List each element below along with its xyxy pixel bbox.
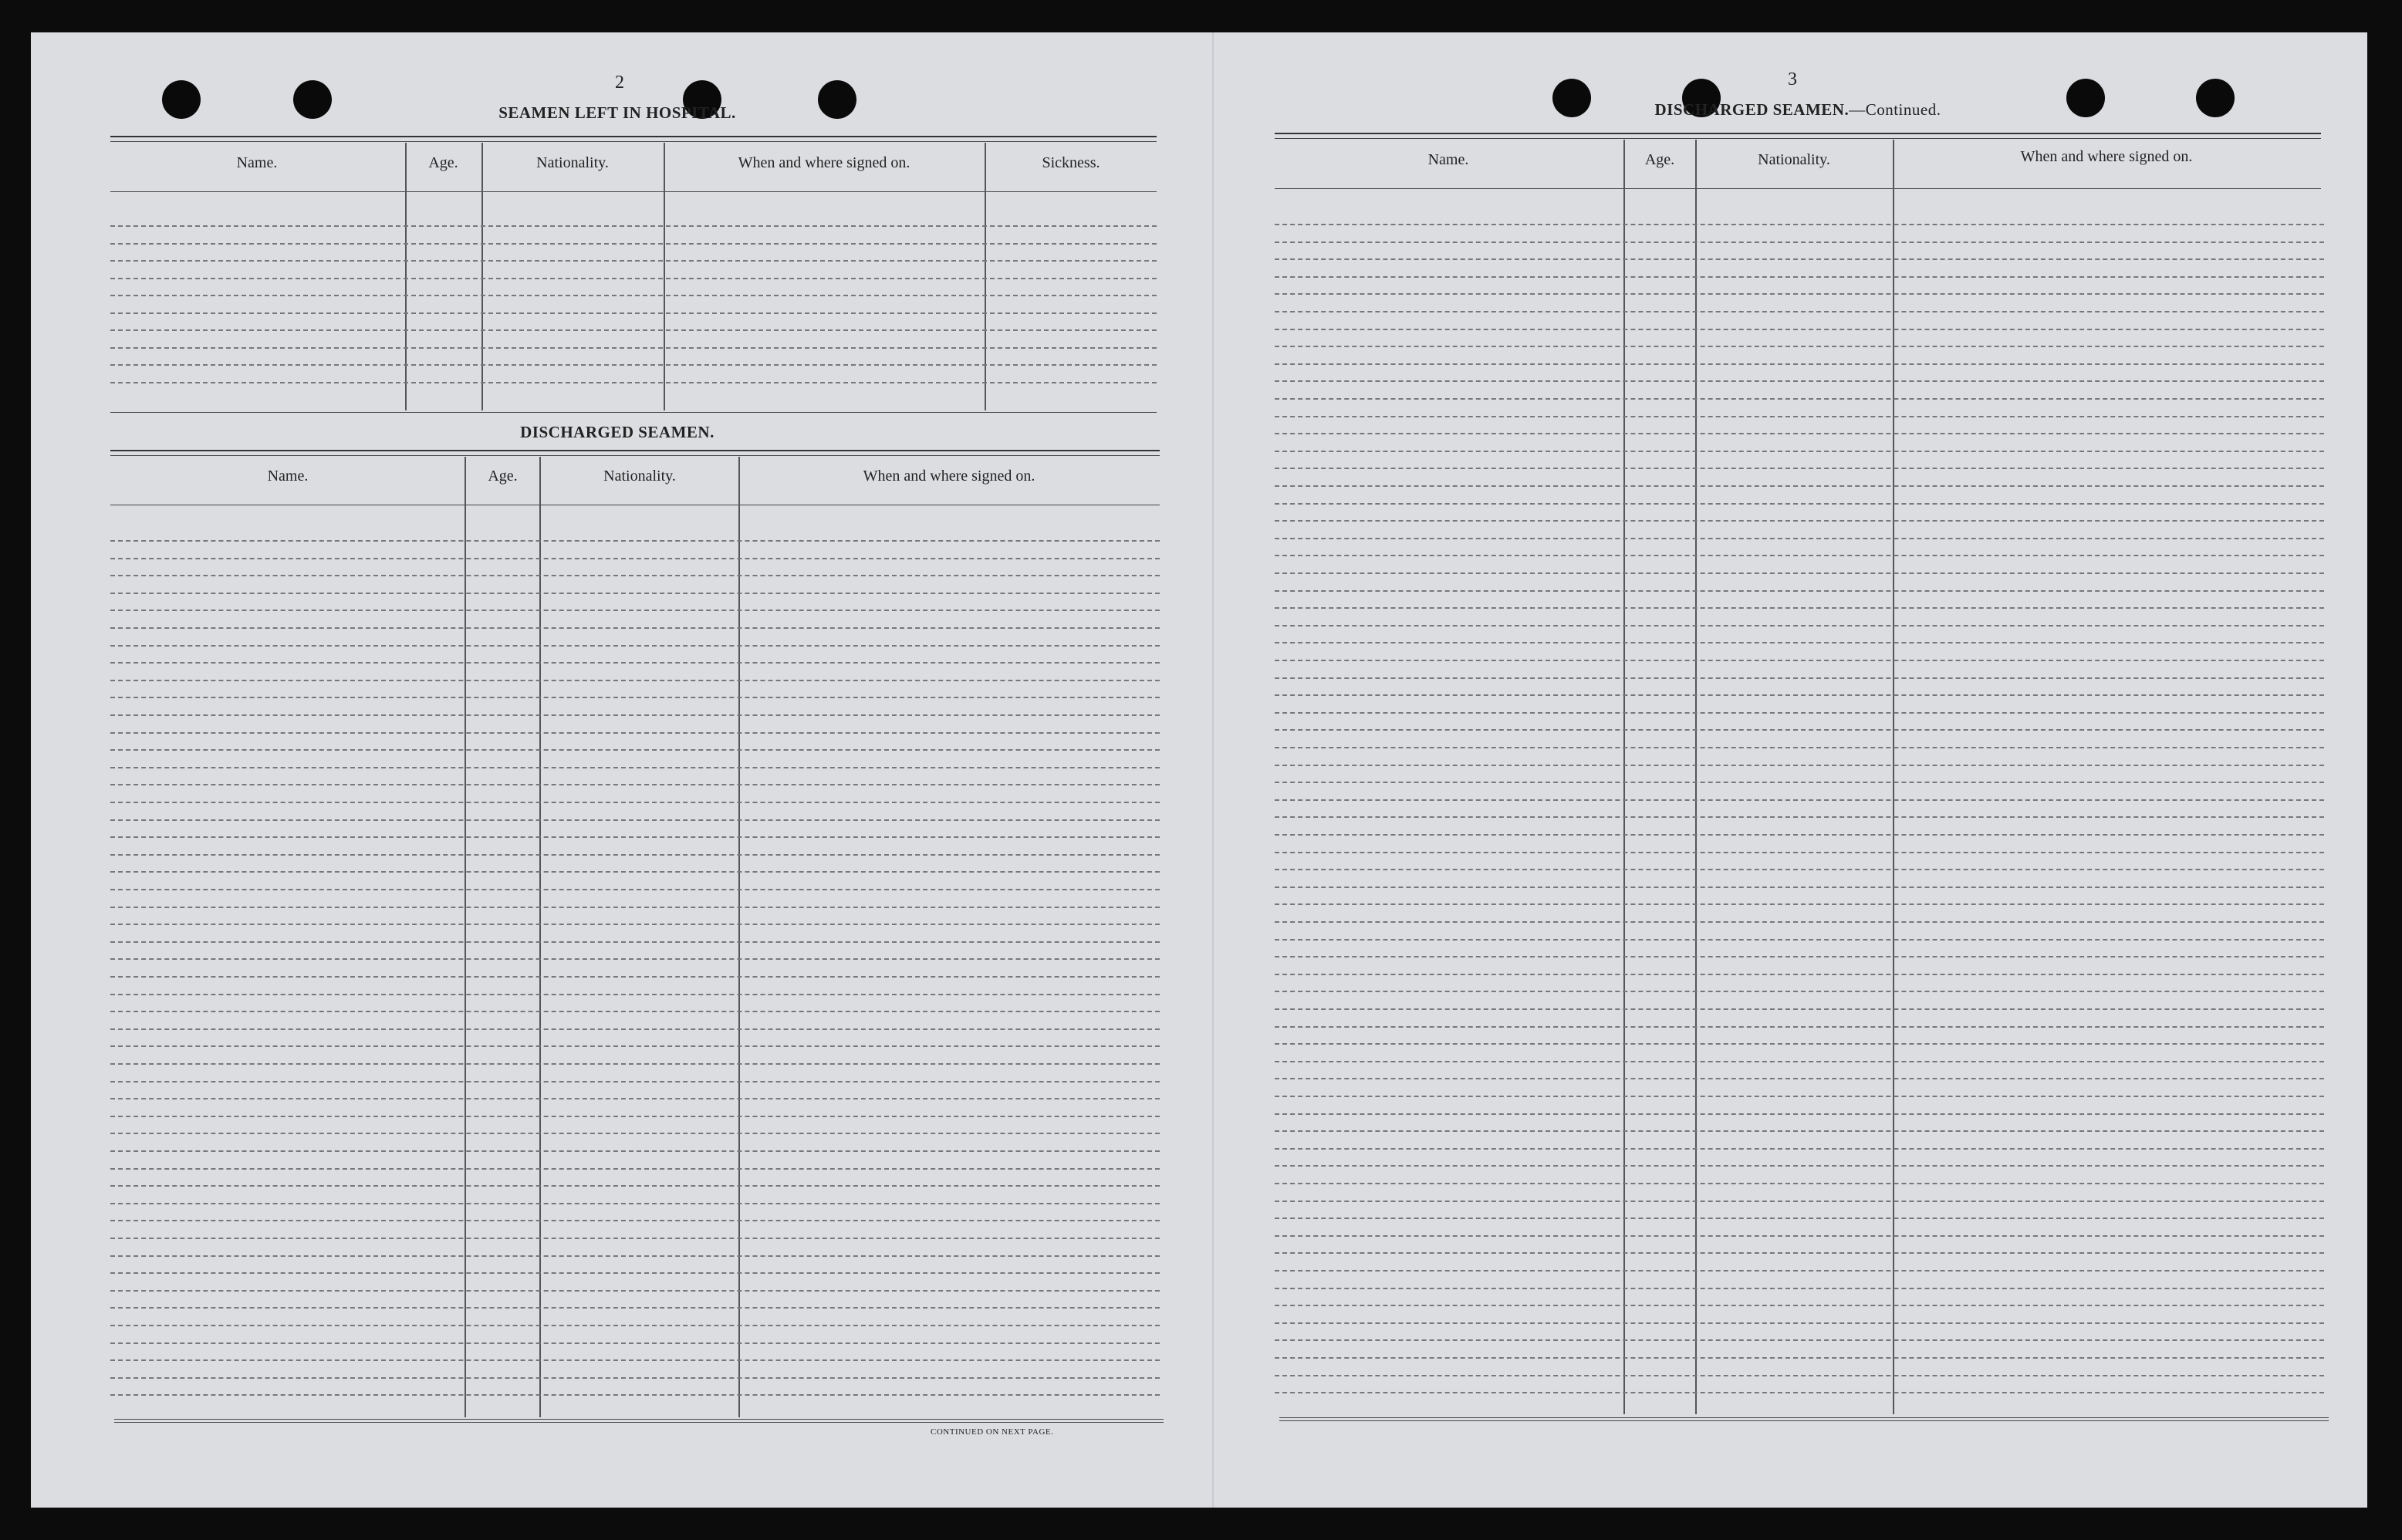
table-bottom-rule bbox=[1279, 1417, 2329, 1418]
blank-row-line bbox=[110, 662, 1160, 664]
blank-row-line bbox=[1275, 538, 2324, 539]
section-rule bbox=[110, 412, 1157, 413]
blank-row-line bbox=[1275, 765, 2324, 766]
blank-row-line bbox=[1275, 939, 2324, 941]
blank-row-line bbox=[1275, 799, 2324, 801]
document-sheet bbox=[31, 32, 2367, 1508]
blank-row-line bbox=[110, 697, 1160, 698]
blank-row-line bbox=[1275, 887, 2324, 888]
blank-row-line bbox=[1275, 607, 2324, 609]
table-top-rule bbox=[110, 136, 1157, 137]
column-header-signed-on: When and where signed on. bbox=[863, 468, 1035, 485]
blank-row-line bbox=[110, 854, 1160, 856]
table-top-rule bbox=[110, 450, 1160, 451]
blank-row-line bbox=[110, 1168, 1160, 1170]
column-header-nationality: Nationality. bbox=[536, 154, 609, 171]
blank-row-line bbox=[110, 784, 1160, 785]
blank-row-line bbox=[110, 312, 1157, 314]
column-divider bbox=[1893, 140, 1894, 1414]
blank-row-line bbox=[1275, 1043, 2324, 1045]
blank-row-line bbox=[1275, 346, 2324, 347]
column-header-name: Name. bbox=[267, 468, 309, 485]
blank-row-line bbox=[1275, 1008, 2324, 1010]
blank-row-line bbox=[1275, 677, 2324, 679]
blank-row-line bbox=[110, 1203, 1160, 1204]
blank-row-line bbox=[110, 819, 1160, 821]
section-title-discharged-continued bbox=[1613, 100, 1983, 120]
table-top-rule bbox=[110, 455, 1160, 456]
blank-row-line bbox=[1275, 625, 2324, 626]
blank-row-line bbox=[110, 1377, 1160, 1379]
blank-row-line bbox=[1275, 520, 2324, 522]
table-top-rule bbox=[1275, 138, 2321, 139]
column-header-signed-on: When and where signed on. bbox=[2020, 148, 2193, 165]
blank-row-line bbox=[110, 1394, 1160, 1396]
blank-row-line bbox=[1275, 921, 2324, 923]
header-underline bbox=[1275, 188, 2321, 189]
blank-row-line bbox=[1275, 747, 2324, 748]
blank-row-line bbox=[1275, 258, 2324, 260]
blank-row-line bbox=[1275, 503, 2324, 505]
column-header-name: Name. bbox=[1427, 151, 1469, 168]
blank-row-line bbox=[1275, 816, 2324, 818]
blank-row-line bbox=[110, 924, 1160, 925]
blank-row-line bbox=[1275, 1392, 2324, 1393]
blank-row-line bbox=[110, 347, 1157, 349]
column-header-signed-on: When and where signed on. bbox=[738, 154, 910, 171]
blank-row-line bbox=[110, 278, 1157, 279]
blank-row-line bbox=[1275, 398, 2324, 400]
blank-row-line bbox=[1275, 1026, 2324, 1028]
blank-row-line bbox=[110, 1045, 1160, 1047]
blank-row-line bbox=[1275, 974, 2324, 975]
section-title-hospital: SEAMEN LEFT IN HOSPITAL. bbox=[498, 103, 736, 122]
page-number: 3 bbox=[1788, 69, 1797, 89]
column-divider bbox=[405, 143, 407, 410]
blank-row-line bbox=[1275, 1375, 2324, 1376]
blank-row-line bbox=[1275, 660, 2324, 661]
blank-row-line bbox=[1275, 451, 2324, 452]
blank-row-line bbox=[110, 627, 1160, 629]
blank-row-line bbox=[110, 889, 1160, 890]
blank-row-line bbox=[1275, 416, 2324, 417]
blank-row-line bbox=[1275, 956, 2324, 957]
section-title-text: DISCHARGED SEAMEN. bbox=[1654, 100, 1850, 119]
blank-row-line bbox=[1275, 834, 2324, 836]
blank-row-line bbox=[110, 958, 1160, 960]
blank-row-line bbox=[110, 1098, 1160, 1099]
blank-row-line bbox=[110, 749, 1160, 751]
blank-row-line bbox=[1275, 1252, 2324, 1254]
blank-row-line bbox=[1275, 380, 2324, 382]
punch-hole bbox=[293, 80, 332, 119]
blank-row-line bbox=[1275, 1165, 2324, 1167]
blank-row-line bbox=[1275, 293, 2324, 295]
blank-row-line bbox=[1275, 991, 2324, 992]
blank-row-line bbox=[110, 1081, 1160, 1082]
blank-row-line bbox=[110, 1255, 1160, 1257]
blank-row-line bbox=[1275, 1288, 2324, 1289]
blank-row-line bbox=[110, 329, 1157, 331]
blank-row-line bbox=[110, 1220, 1160, 1221]
table-top-rule bbox=[1275, 133, 2321, 134]
blank-row-line bbox=[110, 732, 1160, 734]
punch-hole bbox=[2196, 79, 2235, 117]
blank-row-line bbox=[110, 1290, 1160, 1292]
blank-row-line bbox=[1275, 1148, 2324, 1150]
section-title-discharged: DISCHARGED SEAMEN. bbox=[520, 423, 715, 441]
blank-row-line bbox=[1275, 729, 2324, 731]
column-divider bbox=[481, 143, 483, 410]
blank-row-line bbox=[110, 976, 1160, 978]
column-header-age: Age. bbox=[488, 468, 518, 485]
table-bottom-rule bbox=[114, 1419, 1164, 1420]
page-number: 2 bbox=[615, 73, 624, 93]
blank-row-line bbox=[110, 1185, 1160, 1187]
punch-hole bbox=[2066, 79, 2105, 117]
punch-hole bbox=[818, 80, 856, 119]
column-header-age: Age. bbox=[1644, 151, 1675, 168]
punch-hole bbox=[1552, 79, 1591, 117]
column-header-name: Name. bbox=[236, 154, 278, 171]
blank-row-line bbox=[1275, 1339, 2324, 1341]
blank-row-line bbox=[1275, 241, 2324, 243]
blank-row-line bbox=[1275, 468, 2324, 469]
blank-row-line bbox=[110, 225, 1157, 227]
blank-row-line bbox=[1275, 642, 2324, 643]
blank-row-line bbox=[1275, 1096, 2324, 1097]
blank-row-line bbox=[1275, 311, 2324, 312]
blank-row-line bbox=[110, 871, 1160, 873]
blank-row-line bbox=[110, 1238, 1160, 1239]
table-bottom-rule bbox=[1279, 1420, 2329, 1421]
blank-row-line bbox=[1275, 590, 2324, 592]
blank-row-line bbox=[110, 941, 1160, 943]
blank-row-line bbox=[1275, 1201, 2324, 1202]
blank-row-line bbox=[110, 1116, 1160, 1117]
blank-row-line bbox=[1275, 1061, 2324, 1062]
blank-row-line bbox=[110, 680, 1160, 681]
column-header-nationality: Nationality. bbox=[1758, 151, 1830, 168]
blank-row-line bbox=[1275, 1130, 2324, 1132]
blank-row-line bbox=[110, 802, 1160, 803]
blank-row-line bbox=[110, 994, 1160, 995]
blank-row-line bbox=[1275, 694, 2324, 696]
blank-row-line bbox=[1275, 433, 2324, 434]
blank-row-line bbox=[110, 593, 1160, 594]
blank-row-line bbox=[110, 1342, 1160, 1344]
header-underline bbox=[110, 191, 1157, 192]
blank-row-line bbox=[110, 575, 1160, 576]
section-title-suffix: —Continued. bbox=[1849, 100, 1941, 119]
blank-row-line bbox=[110, 645, 1160, 647]
blank-row-line bbox=[110, 1063, 1160, 1065]
blank-row-line bbox=[1275, 276, 2324, 278]
column-header-nationality: Nationality. bbox=[603, 468, 676, 485]
blank-row-line bbox=[1275, 555, 2324, 556]
column-header-sickness: Sickness. bbox=[1042, 154, 1100, 171]
blank-row-line bbox=[1275, 903, 2324, 905]
blank-row-line bbox=[110, 260, 1157, 262]
blank-row-line bbox=[110, 836, 1160, 838]
blank-row-line bbox=[110, 1028, 1160, 1030]
blank-row-line bbox=[110, 295, 1157, 296]
blank-row-line bbox=[1275, 1183, 2324, 1184]
blank-row-line bbox=[110, 1133, 1160, 1134]
blank-row-line bbox=[1275, 224, 2324, 225]
blank-row-line bbox=[110, 1307, 1160, 1309]
blank-row-line bbox=[1275, 1322, 2324, 1324]
blank-row-line bbox=[110, 558, 1160, 559]
blank-row-line bbox=[110, 1359, 1160, 1361]
blank-row-line bbox=[110, 364, 1157, 366]
column-divider bbox=[664, 143, 665, 410]
blank-row-line bbox=[1275, 1305, 2324, 1306]
blank-row-line bbox=[110, 767, 1160, 768]
blank-row-line bbox=[1275, 1270, 2324, 1272]
blank-row-line bbox=[1275, 329, 2324, 330]
blank-row-line bbox=[1275, 485, 2324, 487]
blank-row-line bbox=[110, 382, 1157, 383]
page-fold bbox=[1212, 32, 1214, 1508]
column-divider bbox=[985, 143, 986, 410]
blank-row-line bbox=[110, 1011, 1160, 1012]
blank-row-line bbox=[1275, 782, 2324, 783]
continued-note: CONTINUED ON NEXT PAGE. bbox=[931, 1427, 1054, 1437]
blank-row-line bbox=[110, 1272, 1160, 1274]
table-bottom-rule bbox=[114, 1422, 1164, 1423]
blank-row-line bbox=[110, 243, 1157, 245]
blank-row-line bbox=[110, 1150, 1160, 1152]
blank-row-line bbox=[110, 907, 1160, 908]
blank-row-line bbox=[1275, 1078, 2324, 1079]
blank-row-line bbox=[1275, 712, 2324, 714]
blank-row-line bbox=[1275, 572, 2324, 574]
blank-row-line bbox=[1275, 1357, 2324, 1359]
punch-hole bbox=[162, 80, 201, 119]
column-header-age: Age. bbox=[428, 154, 458, 171]
blank-row-line bbox=[110, 714, 1160, 716]
column-divider bbox=[1695, 140, 1697, 1414]
blank-row-line bbox=[1275, 1217, 2324, 1219]
blank-row-line bbox=[1275, 1113, 2324, 1115]
blank-row-line bbox=[1275, 852, 2324, 853]
blank-row-line bbox=[110, 540, 1160, 542]
blank-row-line bbox=[110, 610, 1160, 611]
blank-row-line bbox=[1275, 363, 2324, 365]
blank-row-line bbox=[1275, 1235, 2324, 1237]
table-top-rule bbox=[110, 141, 1157, 142]
column-divider bbox=[1623, 140, 1625, 1414]
blank-row-line bbox=[110, 1325, 1160, 1326]
blank-row-line bbox=[1275, 869, 2324, 870]
